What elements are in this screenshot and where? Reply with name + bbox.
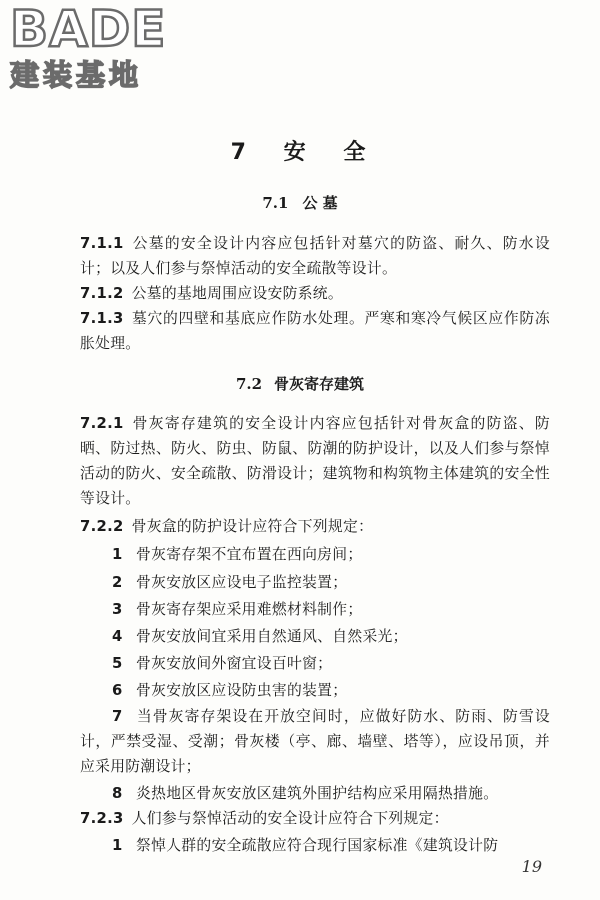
item-text: 炎热地区骨灰安放区建筑外围护结构应采用隔热措施。: [136, 785, 499, 802]
item-number: 1: [112, 837, 123, 854]
chapter-title: [0, 135, 600, 166]
clause-7-2-2: [80, 514, 550, 539]
list-item: [112, 542, 552, 567]
clause-text: 公墓的安全设计内容应包括针对墓穴的防盗、耐久、防水设计；以及人们参与祭悼活动的安全疏散等设计。: [80, 235, 550, 277]
item-number: 8: [112, 785, 123, 802]
item-text: 祭悼人群的安全疏散应符合现行国家标准《建筑设计防: [136, 837, 499, 854]
list-item: [112, 624, 552, 649]
watermark-logo: [10, 0, 180, 96]
list-item: [112, 678, 552, 703]
item-text: 骨灰安放区应设电子监控装置；: [136, 574, 348, 591]
clause-text: 人们参与祭悼活动的安全设计应符合下列规定：: [131, 810, 449, 827]
item-text: 当骨灰寄存架设在开放空间时，应做好防水、防雨、防雪设计，严禁受湿、受潮；骨灰楼（亭、廊、墙壁、塔等），应设吊顶，并应采用防潮设计；: [80, 708, 550, 775]
clause-7-1-1: [80, 231, 550, 281]
item-text: 骨灰寄存架不宜布置在西向房间；: [136, 546, 363, 563]
clause-number: 7.2.1: [80, 415, 124, 432]
section-number: 7.2: [235, 375, 263, 393]
clause-7-2-1: [80, 411, 550, 511]
item-number: 4: [112, 628, 123, 645]
list-item: [112, 597, 552, 622]
clause-text: 墓穴的四壁和基底应作防水处理。严寒和寒冷气候区应作防冻胀处理。: [80, 310, 550, 352]
watermark-brand: BADE: [10, 0, 167, 58]
item-number: 6: [112, 682, 123, 699]
clause-text: 骨灰寄存建筑的安全设计内容应包括针对骨灰盒的防盗、防晒、防过热、防火、防虫、防鼠、防潮的防护设计，以及人们参与祭悼活动的防火、安全疏散、防滑设计；建筑物和构筑物主体建筑的安全性等设计。: [80, 415, 550, 507]
clause-number: 7.1.3: [80, 310, 124, 327]
list-item: [112, 781, 552, 806]
chapter-name: 安 全: [283, 140, 370, 165]
list-item: [112, 833, 552, 858]
section-name: 骨灰寄存建筑: [274, 375, 365, 393]
page-number: 19: [521, 857, 542, 876]
section-title-7-2: [0, 373, 600, 394]
item-number: 2: [112, 574, 123, 591]
clause-number: 7.1.1: [80, 235, 124, 252]
clause-7-2-3: [80, 806, 550, 831]
clause-7-1-2: [80, 281, 550, 306]
list-item: [112, 651, 552, 676]
item-number: 5: [112, 655, 123, 672]
list-item: [80, 704, 550, 779]
section-name: 公 墓: [302, 194, 338, 212]
section-number: 7.1: [262, 194, 289, 212]
item-number: 7: [112, 708, 123, 725]
item-text: 骨灰安放区应设防虫害的装置；: [136, 682, 348, 699]
item-text: 骨灰安放间宜采用自然通风、自然采光；: [136, 628, 408, 645]
watermark-subtitle: 建装基地: [10, 58, 143, 92]
item-text: 骨灰寄存架应采用难燃材料制作；: [136, 601, 363, 618]
clause-7-1-3: [80, 306, 550, 356]
clause-text: 公墓的基地周围应设安防系统。: [131, 285, 343, 302]
section-title-7-1: [0, 192, 600, 213]
chapter-number: 7: [230, 140, 250, 165]
clause-number: 7.2.3: [80, 810, 124, 827]
list-item: [112, 570, 552, 595]
item-number: 3: [112, 601, 123, 618]
clause-text: 骨灰盒的防护设计应符合下列规定：: [131, 518, 374, 535]
item-text: 骨灰安放间外窗宜设百叶窗；: [136, 655, 333, 672]
clause-number: 7.2.2: [80, 518, 124, 535]
clause-number: 7.1.2: [80, 285, 124, 302]
item-number: 1: [112, 546, 123, 563]
